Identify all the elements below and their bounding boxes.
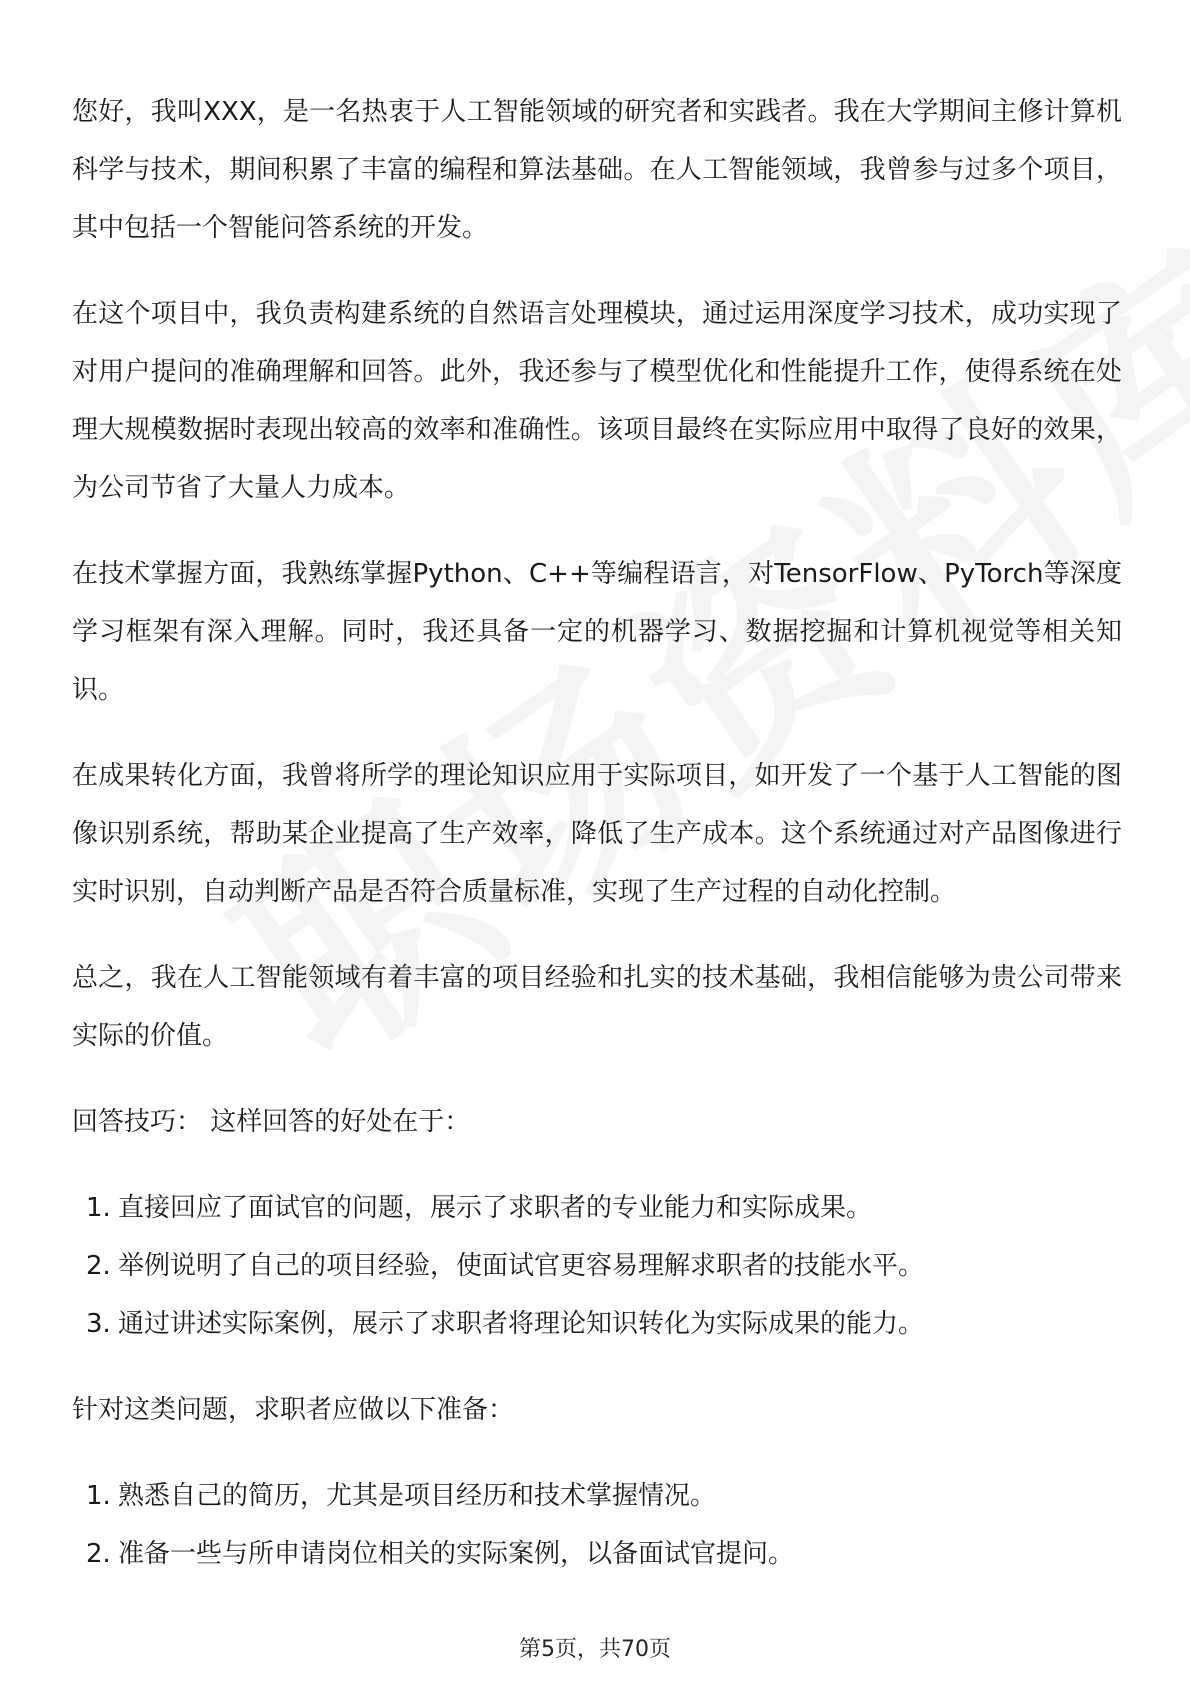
list-item-text: 直接回应了面试官的问题，展示了求职者的专业能力和实际成果。 [118,1193,873,1223]
prep-list [72,1467,1122,1583]
list-item-number: 3. [86,1309,111,1339]
tips-heading: 回答技巧： 这样回答的好处在于： [72,1107,471,1137]
list-item-number: 2. [86,1251,111,1281]
tips-list [72,1179,1122,1353]
paragraph-project: 在这个项目中，我负责构建系统的自然语言处理模块，通过运用深度学习技术，成功实现了对用户提问的准确理解和回答。此外，我还参与了模型优化和性能提升工作，使得系统在处理大规模数据时表现出较高的效率和准确性。该项目最终在实际应用中取得了良好的效果，为公司节省了大量人力成本。 [72,299,1122,503]
paragraph-summary: 总之，我在人工智能领域有着丰富的项目经验和扎实的技术基础，我相信能够为贵公司带来实际的价值。 [72,963,1122,1051]
list-item [72,1467,1122,1525]
list-item-text: 举例说明了自己的项目经验，使面试官更容易理解求职者的技能水平。 [118,1251,925,1281]
paragraph-skills: 在技术掌握方面，我熟练掌握Python、C++等编程语言，对TensorFlow、PyTorch等深度学习框架有深入理解。同时，我还具备一定的机器学习、数据挖掘和计算机视觉等相关知识。 [72,559,1122,705]
list-item [72,1295,1122,1353]
paragraph-achievements: 在成果转化方面，我曾将所学的理论知识应用于实际项目，如开发了一个基于人工智能的图像识别系统，帮助某企业提高了生产效率，降低了生产成本。这个系统通过对产品图像进行实时识别，自动判断产品是否符合质量标准，实现了生产过程的自动化控制。 [72,761,1122,907]
prep-heading: 针对这类问题，求职者应做以下准备： [72,1395,515,1425]
page-number: 第5页，共70页 [519,1637,671,1662]
list-item-number: 1. [86,1481,111,1511]
list-item-number: 2. [86,1539,111,1569]
list-item [72,1179,1122,1237]
paragraph-intro: 您好，我叫XXX，是一名热衷于人工智能领域的研究者和实践者。我在大学期间主修计算机科学与技术，期间积累了丰富的编程和算法基础。在人工智能领域，我曾参与过多个项目，其中包括一个智能问答系统的开发。 [72,97,1122,243]
list-item-number: 1. [86,1193,111,1223]
page-body [72,83,1122,1583]
list-item [72,1525,1122,1583]
list-item-text: 通过讲述实际案例，展示了求职者将理论知识转化为实际成果的能力。 [118,1309,925,1339]
list-item-text: 熟悉自己的简历，尤其是项目经历和技术掌握情况。 [118,1481,717,1511]
list-item [72,1237,1122,1295]
list-item-text: 准备一些与所申请岗位相关的实际案例，以备面试官提问。 [118,1539,795,1569]
